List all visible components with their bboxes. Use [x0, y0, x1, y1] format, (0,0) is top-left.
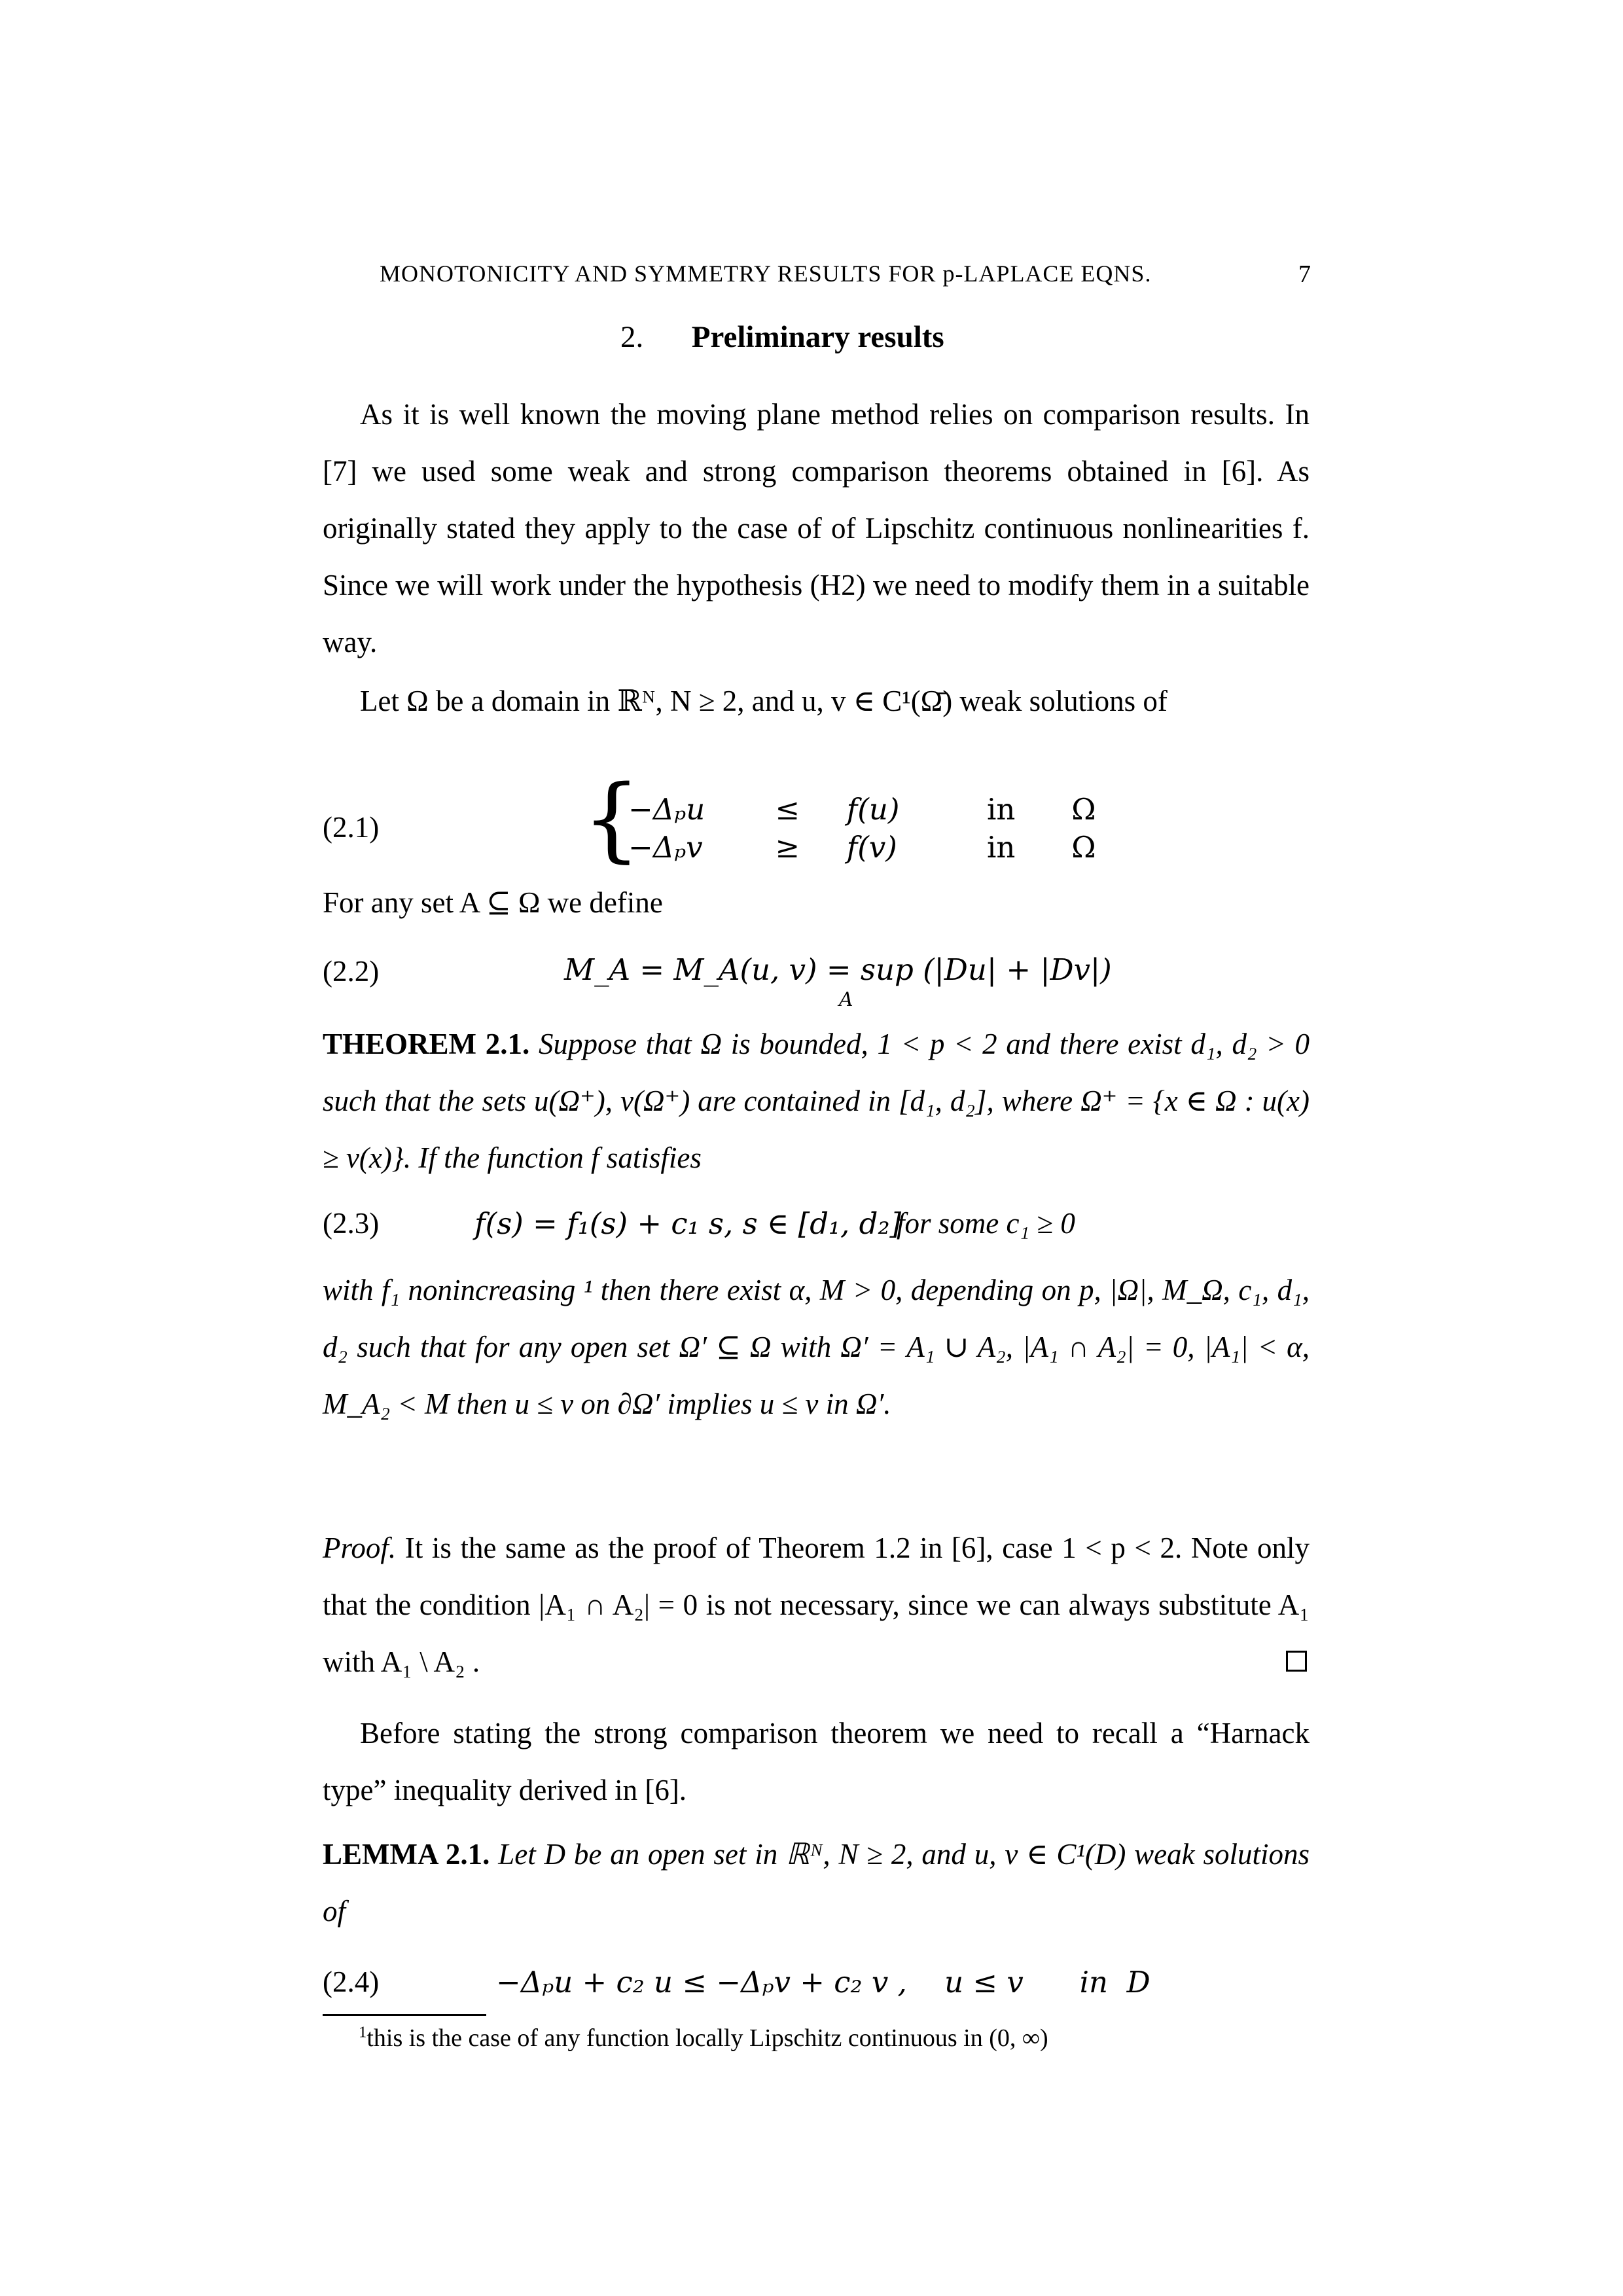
equation-2-1-row-1: −Δₚu ≤ f(u) in Ω — [628, 792, 1096, 827]
paragraph-intro: As it is well known the moving plane method relies on comparison results. In [7] we used some weak and strong comparison theorems obtained in [6]. As originally stated they apply to the case of of Lipschitz continuous nonlinearities f. Since we will work under the hypothesis (H2) we need to modify them in a suitable way. — [323, 398, 1310, 658]
proof-label: Proof. — [323, 1532, 397, 1564]
theorem-2-1: THEOREM 2.1. Suppose that Ω is bounded, 1 < p < 2 and there exist d₁, d₂ > 0 such that the sets u(Ω⁺), v(Ω⁺) are contained in [d₁, d₂], where Ω⁺ = {x ∈ Ω : u(x) ≥ v(x)}. If the function f satisfies — [323, 1028, 1310, 1174]
equation-2-3-tail: for some c₁ ≥ 0 — [897, 1207, 1075, 1240]
equation-brace: { — [582, 766, 641, 872]
equation-2-1-row-2: −Δₚv ≥ f(v) in Ω — [628, 830, 1096, 865]
paragraph-harnack: Before stating the strong comparison theorem we need to recall a “Harnack type” inequality derived in [6]. — [323, 1717, 1310, 1806]
equation-2-2: M_A = M_A(u, v) = sup (|Du| + |Dv|) — [564, 952, 1112, 987]
proof: Proof. It is the same as the proof of Theorem 1.2 in [6], case 1 < p < 2. Note only that the condition |A₁ ∩ A₂| = 0 is not necessary, since we can always substitute A₁ with A₁ \ A₂ . — [323, 1532, 1310, 1678]
running-header — [380, 260, 1151, 287]
equation-2-3: f(s) = f₁(s) + c₁ s, s ∈ [d₁, d₂] — [474, 1206, 902, 1241]
paragraph-setup: Let Ω be a domain in ℝᴺ, N ≥ 2, and u, v ∈ C¹(Ω̄) weak solutions of — [360, 685, 1168, 717]
equation-2-4: −Δₚu + c₂ u ≤ −Δₚv + c₂ v , u ≤ v in D — [496, 1965, 1150, 2000]
footnote-mark: 1 — [359, 2023, 367, 2041]
equation-label-2-4: (2.4) — [323, 1965, 380, 1998]
theorem-label: THEOREM 2.1. — [323, 1028, 530, 1060]
section-number: 2. — [620, 320, 644, 354]
lemma-2-1: LEMMA 2.1. Let D be an open set in ℝᴺ, N ≥ 2, and u, v ∈ C¹(D) weak solutions of — [323, 1838, 1310, 1928]
running-title: MONOTONICITY AND SYMMETRY RESULTS FOR p-LAPLACE EQNS. — [380, 260, 1152, 287]
theorem-2-1-continued: with f₁ nonincreasing ¹ then there exist α, M > 0, depending on p, |Ω|, M_Ω, c₁, d₁, d₂ such that for any open set Ω′ ⊆ Ω with Ω′ = A₁ ∪ A₂, |A₁ ∩ A₂| = 0, |A₁| < α, M_A₂ < M then u ≤ v on ∂Ω′ implies u ≤ v in Ω′. — [323, 1274, 1310, 1420]
equation-label-2-1: (2.1) — [323, 811, 380, 844]
paragraph-define: For any set A ⊆ Ω we define — [323, 886, 663, 919]
equation-2-2-subscript: A — [839, 988, 853, 1011]
equation-label-2-3: (2.3) — [323, 1207, 380, 1240]
qed-square-icon — [1286, 1651, 1307, 1672]
section-heading — [620, 319, 944, 355]
page-number: 7 — [1298, 260, 1311, 288]
footnote: $^1$this is the case of any function locally Lipschitz continuous in (0, ∞) — [359, 2023, 1048, 2052]
footnote-rule — [323, 2014, 486, 2016]
equation-label-2-2: (2.2) — [323, 955, 380, 988]
section-title: Preliminary results — [691, 320, 944, 354]
lemma-label: LEMMA 2.1. — [323, 1838, 490, 1871]
